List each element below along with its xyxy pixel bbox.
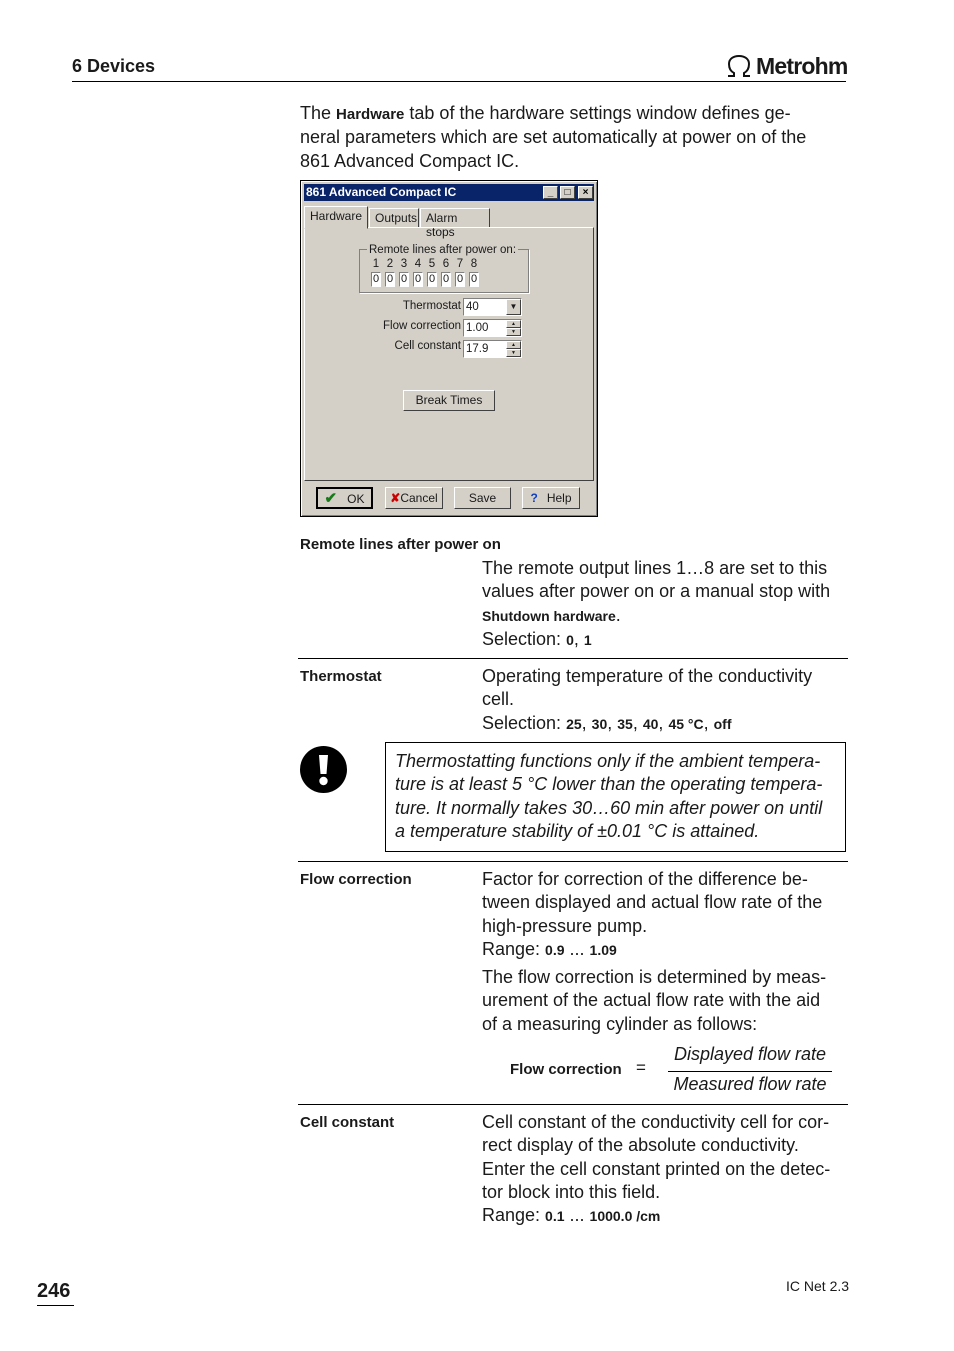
line-number: 8 [470, 258, 478, 270]
help-icon: ? [530, 491, 538, 505]
cell-constant-input[interactable]: 17.9 ▲ ▼ [463, 340, 522, 358]
cancel-button[interactable]: ✘Cancel [385, 487, 443, 509]
remote-line-field[interactable]: 0 [400, 273, 408, 285]
spin-down-icon[interactable]: ▼ [506, 328, 521, 336]
tab-hardware[interactable]: Hardware [304, 206, 368, 229]
formula-label: Flow correction [510, 1061, 622, 1078]
flow-correction-input[interactable]: 1.00 ▲ ▼ [463, 319, 522, 337]
flow-correction-description: Factor for correction of the difference be- tween displayed and actual flow rate of the high-pressure pump. Range: 0.9 ... 1.09 The flow correction is determined by meas- urement of the actual flow rate with the aid of a measuring cylinder as follows: [482, 869, 827, 1034]
section-divider [298, 1104, 848, 1105]
remote-line-field[interactable]: 0 [386, 273, 394, 285]
cell-constant-term: Cell constant [300, 1114, 395, 1131]
remote-lines-description: The remote output lines 1…8 are set to this values after power on or a manual stop with Shutdown hardware. Selection: 0, 1 [482, 558, 831, 649]
thermostat-label: Thermostat [402, 300, 461, 312]
remote-line-field[interactable]: 0 [372, 273, 380, 285]
remote-line-field[interactable]: 0 [470, 273, 478, 285]
line-number: 2 [386, 258, 394, 270]
thermostat-select[interactable]: 40 ▼ [463, 298, 522, 316]
thermostat-term: Thermostat [300, 668, 382, 685]
minimize-button[interactable]: _ [543, 186, 558, 199]
formula-numerator: Displayed flow rate [673, 1044, 827, 1064]
save-button[interactable]: Save [454, 487, 511, 509]
omega-logo-icon [725, 54, 753, 78]
tab-alarm-stops[interactable]: Alarm stops [420, 208, 490, 228]
flow-correction-label: Flow correction [383, 320, 461, 332]
section-divider [298, 658, 848, 659]
section-divider [298, 861, 848, 862]
page-number: 246 [37, 1280, 74, 1306]
thermostat-description: Operating temperature of the conductivity cell. Selection: 25, 30, 35, 40, 45 °C, off [482, 666, 813, 733]
checkmark-icon: ✔ [324, 490, 338, 507]
line-number: 3 [400, 258, 408, 270]
flow-correction-term: Flow correction [300, 871, 412, 888]
spin-up-icon[interactable]: ▲ [506, 341, 521, 349]
note-text: Thermostatting functions only if the ambient tempera- ture is at least 5 °C lower than the operating tempera- ture. It normally takes 30…60 min after power on until a temperature stability of ±0.01 °C is attained. [395, 751, 823, 841]
intro-paragraph: The Hardware tab of the hardware settings window defines ge- neral parameters which are set automatically at power on of the 861 Advanced Compact IC. [300, 103, 807, 171]
spin-up-icon[interactable]: ▲ [506, 320, 521, 328]
line-number: 1 [372, 258, 380, 270]
maximize-button[interactable]: □ [560, 186, 575, 199]
remote-line-field[interactable]: 0 [456, 273, 464, 285]
hardware-term: Hardware [336, 106, 405, 123]
logo-text: Metrohm [756, 52, 848, 79]
ok-button[interactable]: ✔ OK [316, 487, 373, 509]
dialog-titlebar [304, 184, 594, 201]
line-number: 7 [456, 258, 464, 270]
remote-line-field[interactable]: 0 [414, 273, 422, 285]
dialog-title: 861 Advanced Compact IC [306, 185, 457, 199]
formula-equals: = [636, 1058, 646, 1077]
note-box [385, 742, 846, 852]
close-button[interactable]: × [578, 186, 593, 199]
section-header: 6 Devices [72, 56, 156, 76]
footer-product: IC Net 2.3 [786, 1278, 850, 1294]
x-icon: ✘ [390, 491, 401, 505]
dropdown-arrow-icon[interactable]: ▼ [506, 299, 521, 315]
line-number: 6 [442, 258, 450, 270]
metrohm-logo [725, 52, 848, 80]
break-times-button[interactable]: Break Times [403, 390, 495, 411]
shutdown-hardware-term: Shutdown hardware [482, 607, 616, 624]
remote-line-field[interactable]: 0 [442, 273, 450, 285]
remote-lines-term: Remote lines after power on [300, 536, 501, 553]
header-rule [72, 81, 846, 82]
line-number: 5 [428, 258, 436, 270]
tab-outputs[interactable]: Outputs [369, 208, 419, 228]
cell-constant-description: Cell constant of the conductivity cell for cor- rect display of the absolute conductivity. Enter the cell constant printed on the detec- tor block into this field. Range: 0.1 ... 1000.0 /cm [482, 1112, 831, 1226]
remote-lines-group-label: Remote lines after power on: [369, 244, 517, 256]
settings-dialog [300, 180, 598, 517]
exclamation-icon [300, 746, 347, 793]
line-number: 4 [414, 258, 422, 270]
spin-down-icon[interactable]: ▼ [506, 349, 521, 357]
help-button[interactable]: ? Help [522, 487, 580, 509]
fraction-line [668, 1071, 832, 1072]
cell-constant-label: Cell constant [394, 340, 461, 352]
formula-denominator: Measured flow rate [673, 1074, 827, 1094]
remote-line-field[interactable]: 0 [428, 273, 436, 285]
